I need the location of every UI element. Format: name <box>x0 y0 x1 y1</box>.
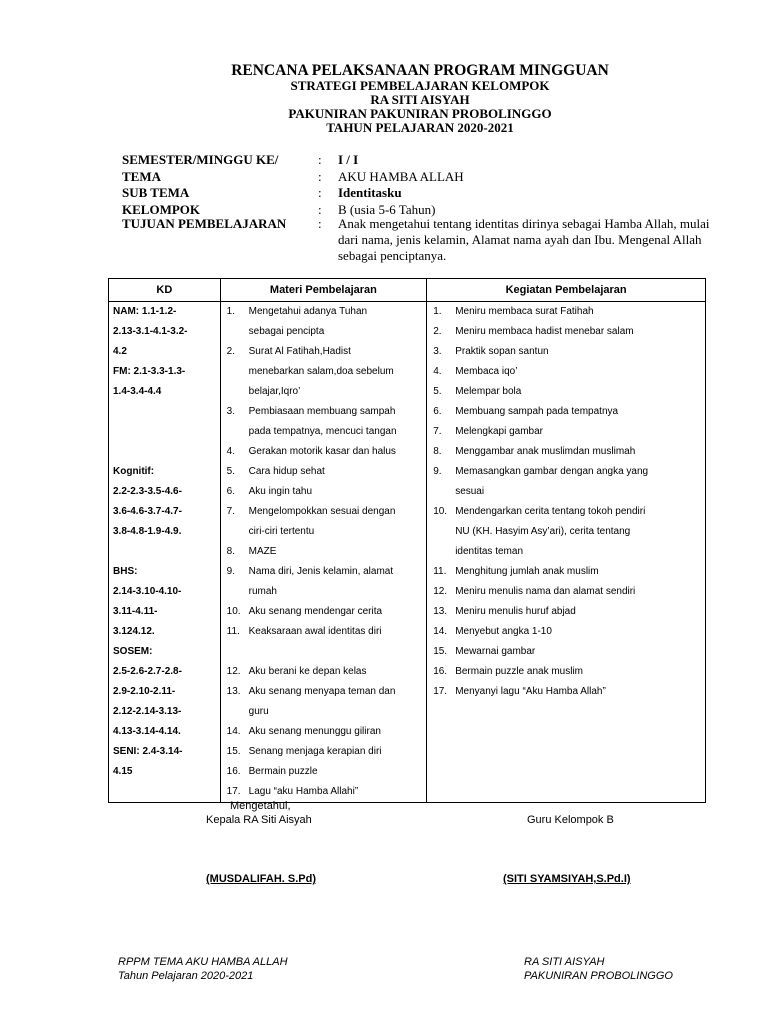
materi-item-text: Surat Al Fatihah,Hadist <box>248 346 351 357</box>
materi-item-text: Bermain puzzle <box>248 766 318 777</box>
materi-item-number: 11. <box>226 626 240 637</box>
mengetahui-label: Mengetahui, <box>230 800 291 812</box>
materi-item-number: 7. <box>226 506 235 517</box>
kegiatan-list-item <box>427 402 705 422</box>
materi-item-number: 4. <box>226 446 235 457</box>
kegiatan-item-number: 15. <box>433 646 448 657</box>
kegiatan-list-item <box>427 642 705 662</box>
header-kegiatan: Kegiatan Pembelajaran <box>427 279 706 302</box>
kegiatan-list-item <box>427 442 705 462</box>
materi-item-number: 5. <box>226 466 235 477</box>
kegiatan-item-text: Menyebut angka 1-10 <box>455 626 552 637</box>
info-label: TEMA <box>122 168 161 184</box>
kegiatan-item-text: Menggambar anak muslimdan muslimah <box>455 446 636 457</box>
kd-line: 4.13-3.14-4.14. <box>113 726 181 737</box>
kd-cell <box>109 302 221 803</box>
materi-item-text: Lagu “aku Hamba Allahi” <box>248 786 359 797</box>
info-colon: : <box>318 201 322 217</box>
info-colon: : <box>318 215 322 231</box>
info-row-subtema <box>122 185 722 202</box>
kegiatan-list-item <box>427 302 705 322</box>
kd-line <box>109 542 220 562</box>
kegiatan-item-number: 7. <box>433 426 442 437</box>
kegiatan-item-text: identitas teman <box>455 546 524 557</box>
materi-item-text: Pembiasaan membuang sampah <box>248 406 396 417</box>
kegiatan-item-number: 1. <box>433 306 442 317</box>
kegiatan-item-text: Memasangkan gambar dengan angka yang <box>455 466 649 477</box>
kegiatan-list-item <box>427 542 705 562</box>
document-title: RENCANA PELAKSANAAN PROGRAM MINGGUAN <box>231 62 609 79</box>
materi-item-text: guru <box>248 706 269 717</box>
materi-item-text: belajar,Iqro’ <box>248 386 301 397</box>
kegiatan-item-text: Melengkapi gambar <box>455 426 544 437</box>
materi-list-item <box>221 642 427 662</box>
materi-list-item <box>221 522 427 542</box>
materi-item-text: Aku ingin tahu <box>248 486 313 497</box>
kegiatan-list-item <box>427 602 705 622</box>
kegiatan-item-number: 14. <box>433 626 448 637</box>
kegiatan-item-number: 3. <box>433 346 442 357</box>
info-row-tema <box>122 169 722 186</box>
materi-list-item <box>221 482 427 502</box>
kegiatan-item-text: Mendengarkan cerita tentang tokoh pendiri <box>455 506 646 517</box>
info-value: Identitasku <box>338 185 402 200</box>
kegiatan-list-item <box>427 382 705 402</box>
header-kd: KD <box>109 279 221 302</box>
kegiatan-item-text: Mewarnai gambar <box>455 646 536 657</box>
footer-left-1: RPPM TEMA AKU HAMBA ALLAH <box>118 956 288 968</box>
kegiatan-item-text: Membuang sampah pada tempatnya <box>455 406 619 417</box>
kd-line: 2.2-2.3-3.5-4.6- <box>113 486 182 497</box>
kd-line: 3.11-4.11- <box>113 606 158 617</box>
materi-item-text: Keaksaraan awal identitas diri <box>248 626 382 637</box>
kegiatan-list-item <box>427 622 705 642</box>
materi-list-item <box>221 582 427 602</box>
rppm-table <box>108 278 706 803</box>
info-row-kelompok <box>122 202 722 216</box>
kd-line: 2.12-2.14-3.13- <box>113 706 182 717</box>
info-value: B (usia 5-6 Tahun) <box>338 201 436 217</box>
info-label: TUJUAN PEMBELAJARAN <box>122 215 287 231</box>
kd-line: Kognitif: <box>113 466 155 477</box>
info-row-tujuan <box>122 216 722 266</box>
materi-list-item <box>221 362 427 382</box>
materi-list-item <box>221 302 427 322</box>
kd-line: FM: 2.1-3.3-1.3- <box>113 366 186 377</box>
kegiatan-item-text: NU (KH. Hasyim Asy’ari), cerita tentang <box>455 526 631 537</box>
info-label: KELOMPOK <box>122 201 200 217</box>
info-label: SEMESTER/MINGGU KE/ <box>122 152 279 167</box>
materi-list-item <box>221 442 427 462</box>
kegiatan-item-number: 13. <box>433 606 448 617</box>
info-colon: : <box>318 152 322 167</box>
materi-item-text: Senang menjaga kerapian diri <box>248 746 382 757</box>
materi-item-number: 10. <box>226 606 241 617</box>
kegiatan-item-number: 4. <box>433 366 442 377</box>
kd-line: 1.4-3.4-4.4 <box>113 386 162 397</box>
materi-list-item <box>221 662 427 682</box>
kegiatan-item-text: Bermain puzzle anak muslim <box>455 666 584 677</box>
kd-line: 2.5-2.6-2.7-2.8- <box>113 666 182 677</box>
kegiatan-item-text: Meniru menulis huruf abjad <box>455 606 576 617</box>
materi-item-text: ciri-ciri tertentu <box>248 526 315 537</box>
kepala-label: Kepala RA Siti Aisyah <box>206 814 312 826</box>
title-line-location: PAKUNIRAN PAKUNIRAN PROBOLINGGO <box>288 106 552 121</box>
materi-item-number: 12. <box>226 666 241 677</box>
materi-item-text: Mengelompokkan sesuai dengan <box>248 506 396 517</box>
kegiatan-item-text: Meniru menulis nama dan alamat sendiri <box>455 586 636 597</box>
kegiatan-list-item <box>427 662 705 682</box>
guru-label: Guru Kelompok B <box>527 814 614 826</box>
guru-name: (SITI SYAMSIYAH,S.Pd.I) <box>503 873 631 885</box>
materi-list-item <box>221 342 427 362</box>
kegiatan-item-number: 12. <box>433 586 448 597</box>
document-title-block <box>120 62 720 135</box>
materi-item-number: 2. <box>226 346 235 357</box>
kegiatan-item-number: 17. <box>433 686 448 697</box>
kegiatan-cell <box>427 302 706 803</box>
kegiatan-list-item <box>427 522 705 542</box>
kegiatan-item-text: Menghitung jumlah anak muslim <box>455 566 599 577</box>
materi-cell <box>220 302 427 803</box>
materi-item-number: 9. <box>226 566 235 577</box>
materi-list-item <box>221 622 427 642</box>
info-value: AKU HAMBA ALLAH <box>338 168 464 184</box>
kd-line: SOSEM: <box>113 646 153 657</box>
kegiatan-list-item <box>427 682 705 702</box>
kegiatan-item-text: Meniru membaca hadist menebar salam <box>455 326 634 337</box>
materi-item-text: Aku berani ke depan kelas <box>248 666 367 677</box>
materi-list-item <box>221 702 427 722</box>
materi-list-item <box>221 762 427 782</box>
materi-list-item <box>221 782 427 802</box>
kegiatan-list-item <box>427 362 705 382</box>
materi-item-text: sebagai pencipta <box>248 326 325 337</box>
kegiatan-item-number: 16. <box>433 666 448 677</box>
materi-item-text: pada tempatnya, mencuci tangan <box>248 426 397 437</box>
kepala-name: (MUSDALIFAH. S.Pd) <box>206 873 316 885</box>
materi-item-number: 6. <box>226 486 235 497</box>
kd-line: 3.8-4.8-1.9-4.9. <box>113 526 182 537</box>
materi-list-item <box>221 602 427 622</box>
materi-list-item <box>221 322 427 342</box>
materi-item-text: Gerakan motorik kasar dan halus <box>248 446 396 457</box>
table-header-row <box>109 279 706 302</box>
kegiatan-list-item <box>427 422 705 442</box>
kegiatan-item-text: Melempar bola <box>455 386 522 397</box>
kegiatan-item-text: Praktik sopan santun <box>455 346 549 357</box>
materi-item-text: Aku senang menyapa teman dan <box>248 686 396 697</box>
kegiatan-list-item <box>427 482 705 502</box>
header-materi: Materi Pembelajaran <box>220 279 427 302</box>
kegiatan-list-item <box>427 342 705 362</box>
kegiatan-item-text: Meniru membaca surat Fatihah <box>455 306 594 317</box>
kd-line: 4.15 <box>113 766 133 777</box>
info-colon: : <box>318 185 322 200</box>
materi-item-text: Aku senang menunggu giliran <box>248 726 381 737</box>
kegiatan-list-item <box>427 322 705 342</box>
materi-item-number: 1. <box>226 306 235 317</box>
kegiatan-item-number: 10. <box>433 506 448 517</box>
footer-right-2: PAKUNIRAN PROBOLINGGO <box>524 970 673 982</box>
materi-item-number: 8. <box>226 546 235 557</box>
footer-left-2: Tahun Pelajaran 2020-2021 <box>118 970 254 982</box>
kegiatan-list-item <box>427 582 705 602</box>
kd-line: BHS: <box>113 566 138 577</box>
kegiatan-list-item <box>427 462 705 482</box>
kegiatan-item-text: Membaca iqo’ <box>455 366 518 377</box>
info-value: I / I <box>338 152 359 167</box>
kegiatan-list-item <box>427 562 705 582</box>
materi-item-number: 17. <box>226 786 241 797</box>
materi-list-item <box>221 502 427 522</box>
kd-line: 2.14-3.10-4.10- <box>113 586 182 597</box>
materi-item-text: Cara hidup sehat <box>248 466 325 477</box>
info-section <box>122 152 722 266</box>
title-line-school: RA SITI AISYAH <box>370 92 470 107</box>
kd-line: 2.13-3.1-4.1-3.2- <box>113 326 188 337</box>
materi-list-item <box>221 462 427 482</box>
materi-item-text: rumah <box>248 586 277 597</box>
info-label: SUB TEMA <box>122 185 190 200</box>
info-value: Anak mengetahui tentang identitas dirinya sebagai Hamba Allah, mulai dari nama, jenis kelamin, Alamat nama ayah dan Ibu. Mengenal Allah sebagai penciptanya. <box>338 215 710 263</box>
kegiatan-item-number: 9. <box>433 466 442 477</box>
kegiatan-item-text: sesuai <box>455 486 485 497</box>
materi-item-text: MAZE <box>248 546 277 557</box>
title-line-strategy: STRATEGI PEMBELAJARAN KELOMPOK <box>290 78 550 93</box>
info-colon: : <box>318 168 322 184</box>
materi-list-item <box>221 722 427 742</box>
kegiatan-item-text: Menyanyi lagu “Aku Hamba Allah” <box>455 686 606 697</box>
materi-item-number: 13. <box>226 686 241 697</box>
materi-list-item <box>221 742 427 762</box>
materi-list-item <box>221 562 427 582</box>
kegiatan-item-number: 2. <box>433 326 442 337</box>
footer-right-1: RA SITI AISYAH <box>524 956 605 968</box>
materi-item-text: menebarkan salam,doa sebelum <box>248 366 394 377</box>
kd-line: NAM: 1.1-1.2- <box>113 306 177 317</box>
materi-item-number: 15. <box>226 746 241 757</box>
table-body-row <box>109 302 706 803</box>
kegiatan-item-number: 5. <box>433 386 442 397</box>
kd-line: 2.9-2.10-2.11- <box>113 686 176 697</box>
materi-item-text: Mengetahui adanya Tuhan <box>248 306 368 317</box>
materi-list-item <box>221 542 427 562</box>
materi-item-number: 16. <box>226 766 241 777</box>
materi-list-item <box>221 682 427 702</box>
kd-line: 4.2 <box>113 346 127 357</box>
materi-list-item <box>221 382 427 402</box>
kd-line: 3.6-4.6-3.7-4.7- <box>113 506 182 517</box>
kegiatan-list-item <box>427 502 705 522</box>
kegiatan-item-number: 11. <box>433 566 447 577</box>
title-line-year: TAHUN PELAJARAN 2020-2021 <box>326 120 514 135</box>
kegiatan-item-number: 6. <box>433 406 442 417</box>
materi-item-number: 3. <box>226 406 235 417</box>
materi-item-number: 14. <box>226 726 241 737</box>
materi-list-item <box>221 402 427 422</box>
materi-item-text: Aku senang mendengar cerita <box>248 606 383 617</box>
info-row-semester <box>122 152 722 169</box>
kegiatan-item-number: 8. <box>433 446 442 457</box>
kd-line: 3.124.12. <box>113 626 155 637</box>
kd-line <box>109 442 220 462</box>
kd-line <box>109 402 220 422</box>
materi-list-item <box>221 422 427 442</box>
kd-line <box>109 422 220 442</box>
materi-item-text: Nama diri, Jenis kelamin, alamat <box>248 566 394 577</box>
kd-line: SENI: 2.4-3.14- <box>113 746 183 757</box>
